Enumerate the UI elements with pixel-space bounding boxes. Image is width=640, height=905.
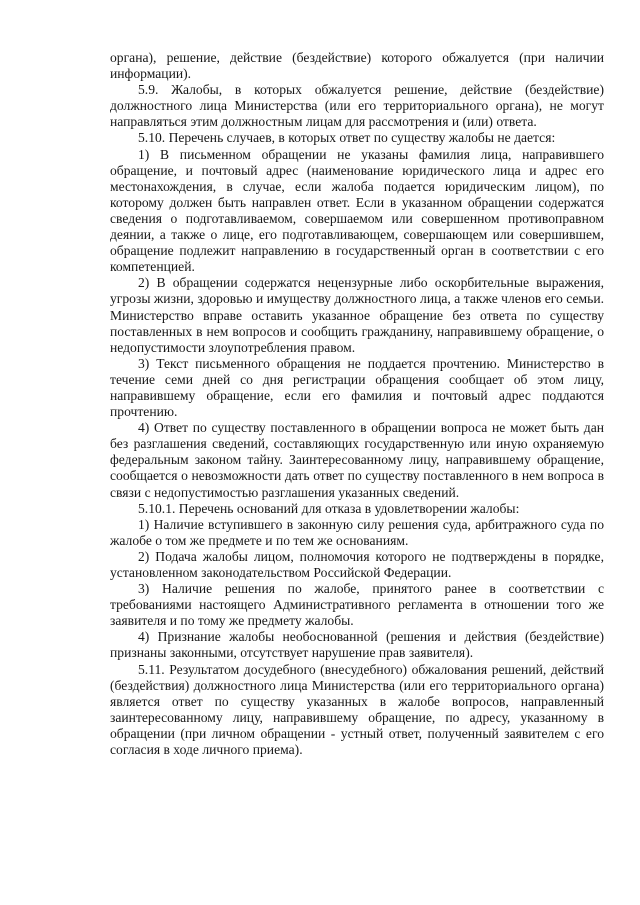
paragraph-5-9: 5.9. Жалобы, в которых обжалуется решение, действие (бездействие) должностного лица Министерства (или его территориального органа), не могут направляться этим должностным лицам для рассмотрения и (или) ответа. xyxy=(110,82,604,130)
document-body xyxy=(110,50,604,758)
paragraph-continuation: органа), решение, действие (бездействие) которого обжалуется (при наличии информации). xyxy=(110,50,604,82)
paragraph-5-10-item-3: 3) Текст письменного обращения не поддается прочтению. Министерство в течение семи дней со дня регистрации обращения сообщает об этом лицу, направившему обращение, если его фамилия и почтовый адрес поддаются прочтению. xyxy=(110,355,604,420)
paragraph-5-11: 5.11. Результатом досудебного (внесудебного) обжалования решений, действий (бездействия) должностного лица Министерства (или его территориального органа) является ответ по существу указанных в жалобе вопросов, направленный заинтересованному лицу, направившему обращение, по адресу, указанному в обращении (при личном обращении - устный ответ, полученный заявителем с его согласия в ходе личного приема). xyxy=(110,661,604,758)
paragraph-5-10: 5.10. Перечень случаев, в которых ответ по существу жалобы не дается: xyxy=(138,130,556,146)
paragraph-5-10-1: 5.10.1. Перечень оснований для отказа в удовлетворении жалобы: xyxy=(138,500,520,516)
paragraph-5-10-item-2: 2) В обращении содержатся нецензурные либо оскорбительные выражения, угрозы жизни, здоровью и имуществу должностного лица, а также членов его семьи. Министерство вправе оставить указанное обращение без ответа по существу поставленных в нем вопросов и сообщить гражданину, направившему обращение, о недопустимости злоупотребления правом. xyxy=(110,275,604,355)
paragraph-5-10-1-item-3: 3) Наличие решения по жалобе, принятого ранее в соответствии с требованиями настоящего Административного регламента в отношении того же заявителя и по тому же предмету жалобы. xyxy=(110,581,604,629)
paragraph-5-10-1-item-2: 2) Подача жалобы лицом, полномочия которого не подтверждены в порядке, установленном законодательством Российской Федерации. xyxy=(110,548,604,580)
paragraph-5-10-1-item-1: 1) Наличие вступившего в законную силу решения суда, арбитражного суда по жалобе о том же предмете и по тем же основаниям. xyxy=(110,516,604,548)
paragraph-5-10-item-4: 4) Ответ по существу поставленного в обращении вопроса не может быть дан без разглашения сведений, составляющих государственную или иную охраняемую федеральным законом тайну. Заинтересованному лицу, направившему обращение, сообщается о невозможности дать ответ по существу поставленного в нем вопроса в связи с недопустимостью разглашения указанных сведений. xyxy=(110,420,604,500)
paragraph-5-10-item-1: 1) В письменном обращении не указаны фамилия лица, направившего обращение, и почтовый адрес (наименование юридического лица и адрес его местонахождения, в случае, если жалоба подается юридическим лицом), по которому должен быть направлен ответ. Если в указанном обращении содержатся сведения о подготавливаемом, совершаемом или совершенном противоправном деянии, а также о лице, его подготавливающем, совершающем или совершившем, обращение подлежит направлению в государственный орган в соответствии с его компетенцией. xyxy=(110,146,604,275)
paragraph-5-10-1-item-4: 4) Признание жалобы необоснованной (решения и действия (бездействие) признаны законными, отсутствует нарушение прав заявителя). xyxy=(110,629,604,661)
